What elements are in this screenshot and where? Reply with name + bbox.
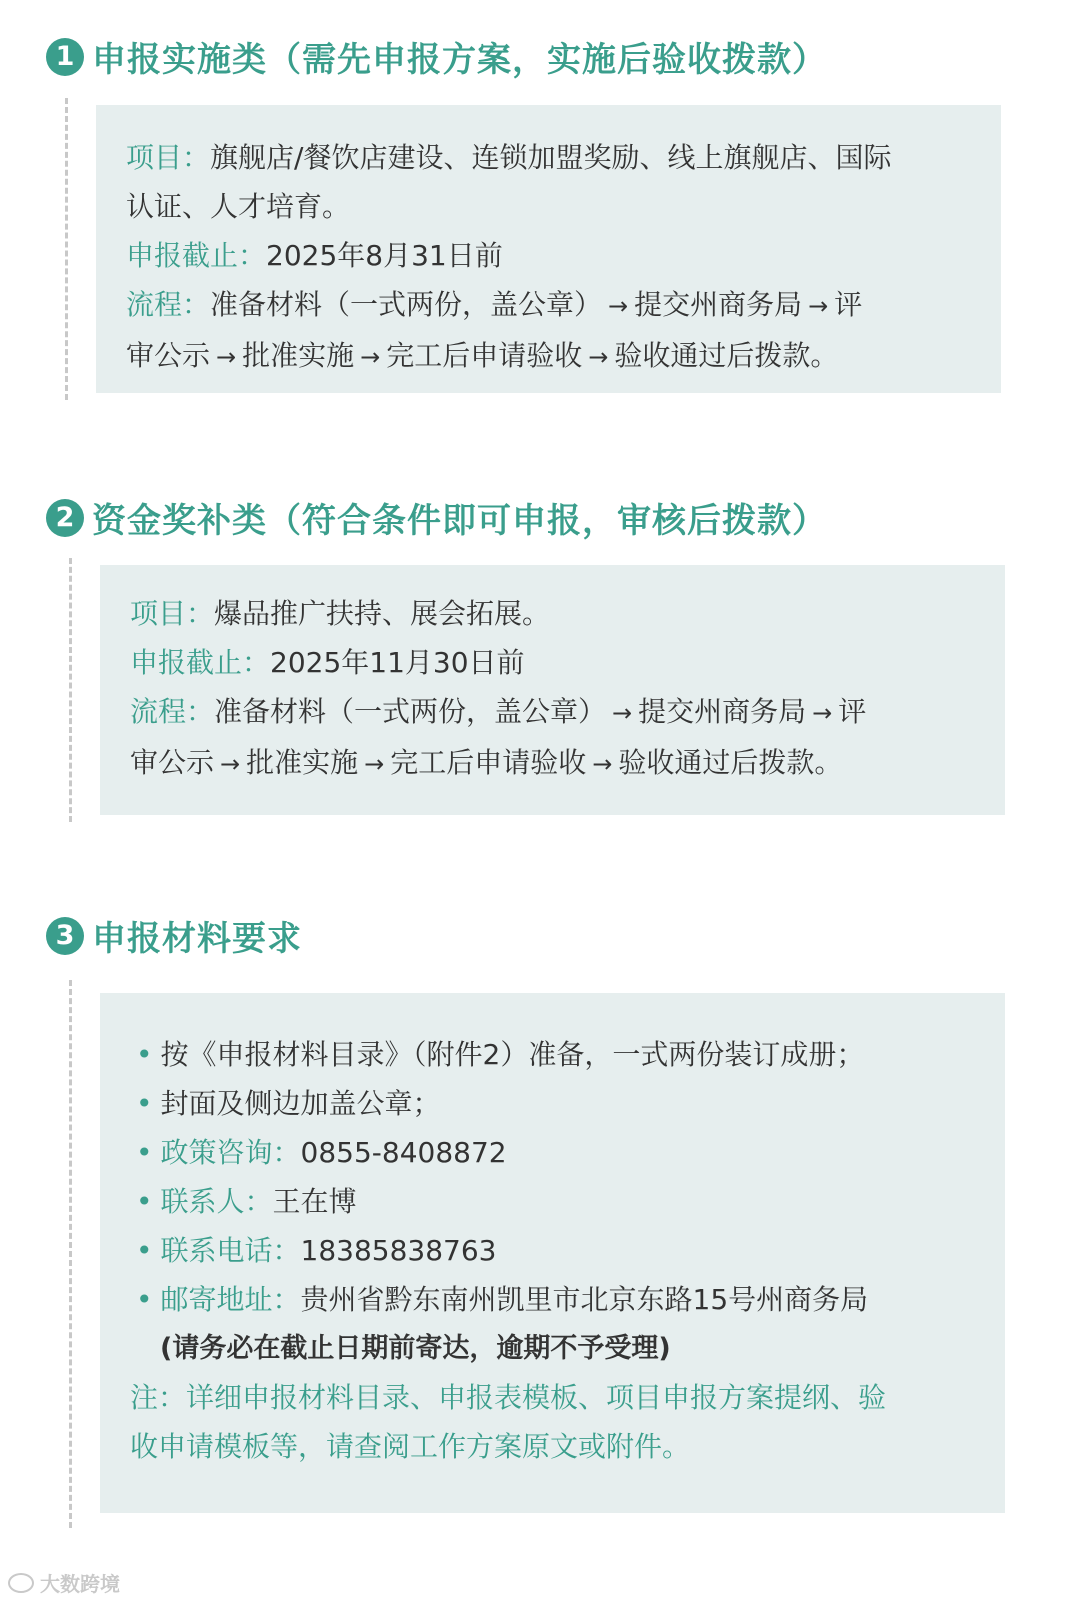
arrow-icon: →	[808, 292, 829, 320]
section1-dashed-line	[65, 98, 68, 400]
section1-deadline-value: 2025年8月31日前	[266, 239, 503, 272]
section2-title: 资金奖补类（符合条件即可申报，审核后拨款）	[92, 501, 827, 541]
arrow-icon: →	[812, 699, 833, 727]
address-label: 邮寄地址：	[160, 1283, 301, 1316]
arrow-icon: →	[220, 750, 241, 778]
section3-consult	[136, 1128, 1005, 1177]
note-line1: 注：详细申报材料目录、申报表模板、项目申报方案提纲、验	[130, 1381, 887, 1414]
arrow-icon: →	[216, 343, 237, 371]
section2-project-line1: 爆品推广扶持、展会拓展。	[214, 597, 551, 630]
section3-item1	[136, 1030, 1005, 1079]
section2-process-row1	[130, 687, 1005, 738]
consult-label: 政策咨询：	[160, 1136, 301, 1169]
section2-header	[46, 493, 827, 542]
arrow-icon: →	[364, 750, 385, 778]
section2-deadline-value: 2025年11月30日前	[270, 646, 525, 679]
process-step: 验收通过后拨款。	[614, 339, 839, 372]
section1-header	[46, 32, 827, 81]
section1-project-label: 项目：	[126, 141, 211, 174]
process-step: 批准实施	[246, 746, 359, 779]
phone-label: 联系电话：	[160, 1234, 301, 1267]
process-step: 完工后申请验收	[390, 746, 587, 779]
section1-deadline-label: 申报截止：	[126, 239, 267, 272]
section3-item1-text: 按《申报材料目录》（附件2）准备，一式两份装订成册；	[160, 1038, 865, 1071]
process-step: 提交州商务局	[638, 695, 807, 728]
note-line2: 收申请模板等，请查阅工作方案原文或附件。	[130, 1430, 691, 1463]
arrow-icon: →	[588, 343, 609, 371]
process-step: 准备材料（一式两份，盖公章）	[214, 695, 607, 728]
address-note: (请务必在截止日期前寄达，逾期不予受理)	[160, 1333, 671, 1364]
watermark-text: 大数跨境	[40, 1572, 120, 1596]
section3-contact	[136, 1177, 1005, 1226]
section3-item2-text: 封面及侧边加盖公章；	[160, 1087, 441, 1120]
contact-value: 王在博	[272, 1185, 357, 1218]
section2-project-label: 项目：	[130, 597, 215, 630]
bullet-icon: •	[136, 1087, 153, 1120]
bullet-icon: •	[136, 1234, 153, 1267]
process-step: 审公示	[126, 339, 211, 372]
section2-number-badge: 2	[46, 499, 84, 537]
bullet-icon: •	[136, 1136, 153, 1169]
section1-process-label: 流程：	[126, 288, 211, 321]
section3-dashed-line	[69, 980, 72, 1528]
section2-panel	[100, 565, 1005, 815]
section3-phone	[136, 1226, 1005, 1275]
process-step: 验收通过后拨款。	[618, 746, 843, 779]
section1-title: 申报实施类（需先申报方案，实施后验收拨款）	[92, 40, 827, 80]
process-step: 提交州商务局	[634, 288, 803, 321]
section1-project-line1: 旗舰店/餐饮店建设、连锁加盟奖励、线上旗舰店、国际	[210, 141, 892, 174]
section1-project-row	[126, 133, 1001, 182]
arrow-icon: →	[592, 750, 613, 778]
section2-deadline-label: 申报截止：	[130, 646, 271, 679]
section3-item2	[136, 1079, 1005, 1128]
section2-process-row2	[130, 738, 1005, 789]
contact-label: 联系人：	[160, 1185, 273, 1218]
arrow-icon: →	[608, 292, 629, 320]
process-step: 评	[834, 288, 863, 321]
section1-deadline-row	[126, 231, 1001, 280]
section3-address	[136, 1275, 1005, 1324]
arrow-icon: →	[360, 343, 381, 371]
watermark	[8, 1568, 120, 1597]
watermark-logo-icon	[8, 1573, 34, 1593]
bullet-icon: •	[136, 1283, 153, 1316]
address-value: 贵州省黔东南州凯里市北京东路15号州商务局	[300, 1283, 869, 1316]
section1-process-row2	[126, 331, 1001, 382]
section1-process-row1	[126, 280, 1001, 331]
bullet-icon: •	[136, 1038, 153, 1071]
process-step: 审公示	[130, 746, 215, 779]
section1-project-row2: 认证、人才培育。	[126, 190, 351, 223]
section3-panel	[100, 993, 1005, 1513]
section1-number-badge: 1	[46, 38, 84, 76]
process-step: 完工后申请验收	[386, 339, 583, 372]
section3-header	[46, 911, 302, 960]
section2-deadline-row	[130, 638, 1005, 687]
section3-title: 申报材料要求	[92, 919, 302, 959]
section3-number-badge: 3	[46, 917, 84, 955]
process-step: 评	[838, 695, 867, 728]
consult-value: 0855-8408872	[300, 1136, 507, 1169]
section1-panel	[96, 105, 1001, 393]
arrow-icon: →	[612, 699, 633, 727]
process-step: 准备材料（一式两份，盖公章）	[210, 288, 603, 321]
bullet-icon: •	[136, 1185, 153, 1218]
section2-process-label: 流程：	[130, 695, 215, 728]
process-step: 批准实施	[242, 339, 355, 372]
section2-project-row	[130, 589, 1005, 638]
section2-dashed-line	[69, 558, 72, 822]
phone-value: 18385838763	[300, 1234, 497, 1267]
